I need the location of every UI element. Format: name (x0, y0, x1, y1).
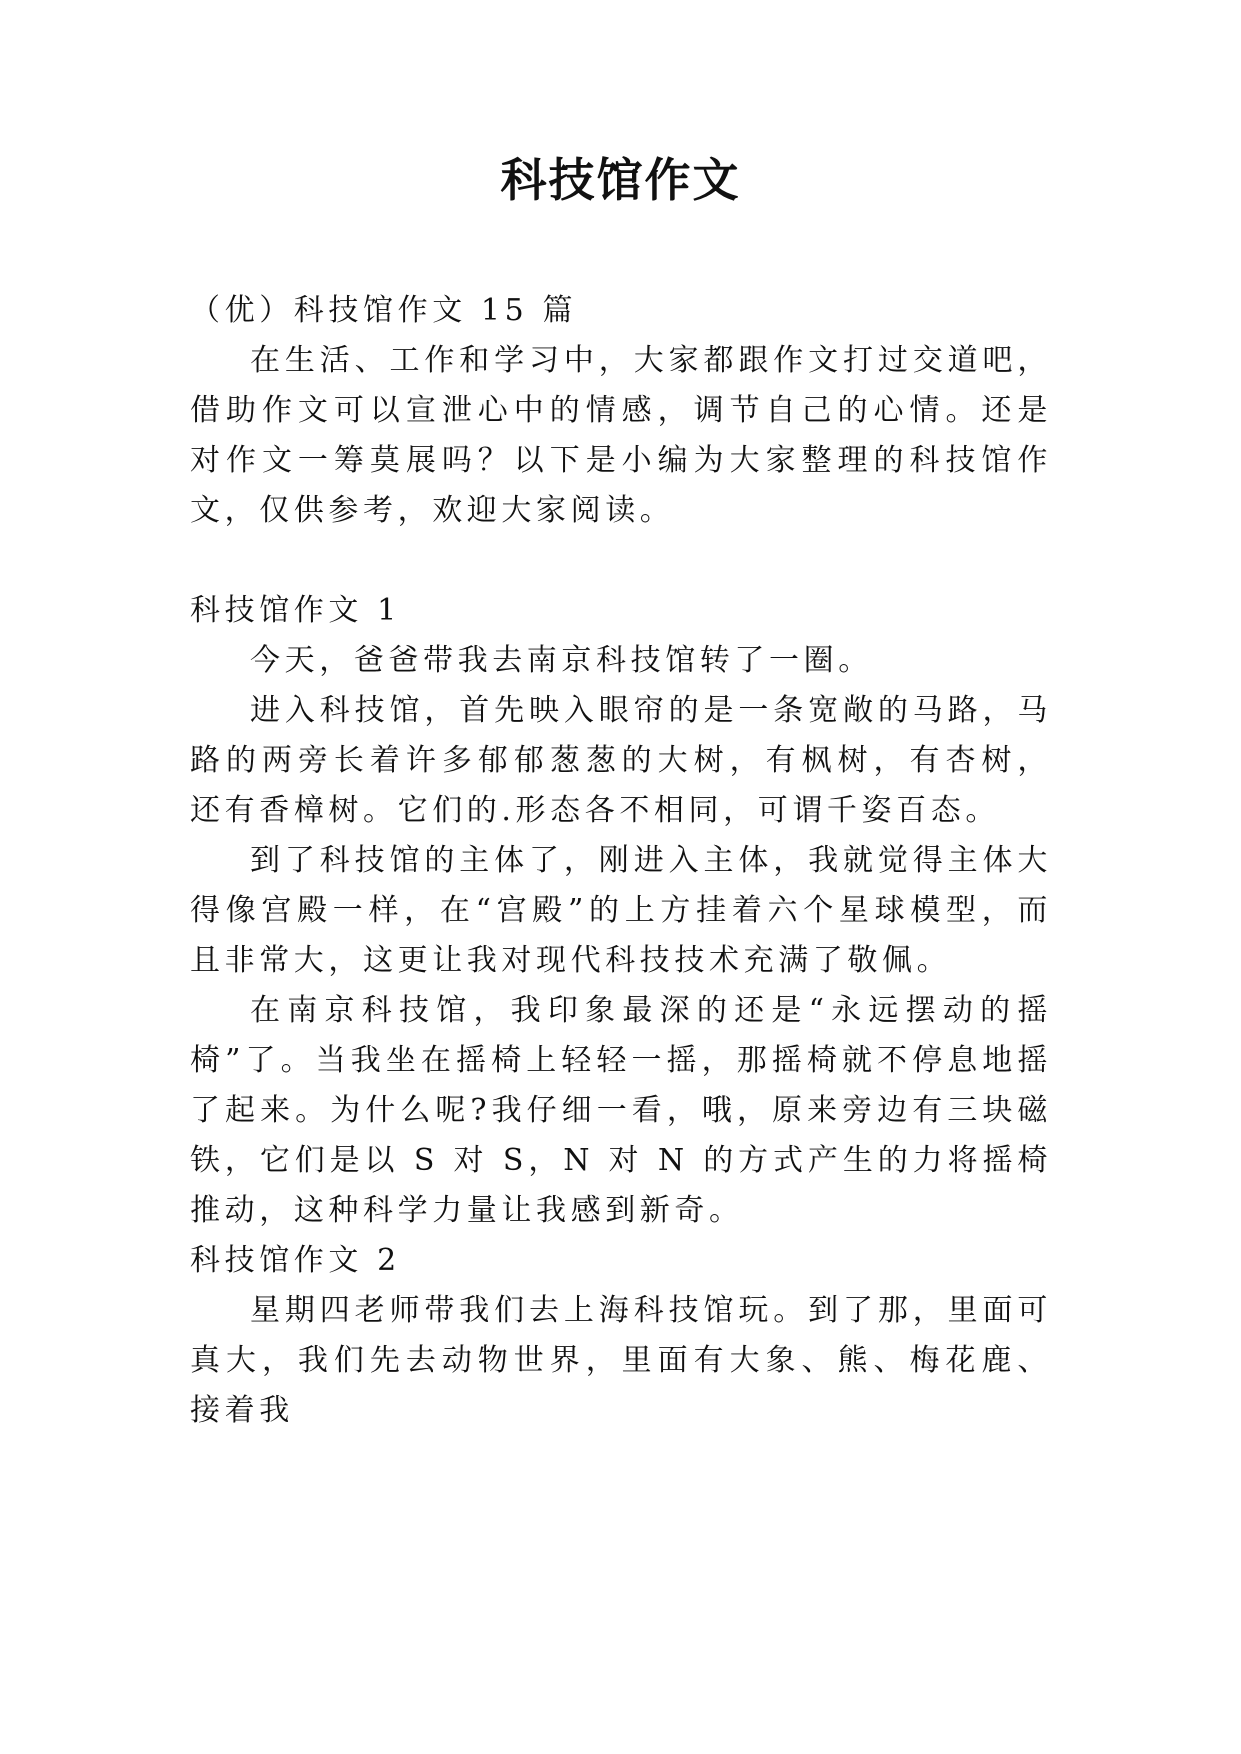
essay-1-paragraph-4: 在南京科技馆，我印象最深的还是“永远摆动的摇椅”了。当我坐在摇椅上轻轻一摇，那摇椅就不停息地摇了起来。为什么呢?我仔细一看，哦，原来旁边有三块磁铁，它们是以 S 对 S，N 对 N 的方式产生的力将摇椅推动，这种科学力量让我感到新奇。 (190, 993, 1052, 1228)
document-title: 科技馆作文 (500, 153, 741, 207)
paragraph-spacer (190, 536, 1052, 586)
intro-paragraph: 在生活、工作和学习中，大家都跟作文打过交道吧，借助作文可以宣泄心中的情感，调节自己的心情。还是对作文一筹莫展吗？以下是小编为大家整理的科技馆作文，仅供参考，欢迎大家阅读。 (190, 343, 1052, 528)
document-body (190, 286, 1052, 1436)
essay-1-paragraph-3: 到了科技馆的主体了，刚进入主体，我就觉得主体大得像宫殿一样，在“宫殿”的上方挂着六个星球模型，而且非常大，这更让我对现代科技技术充满了敬佩。 (190, 843, 1052, 978)
essay-2-paragraph-1: 星期四老师带我们去上海科技馆玩。到了那，里面可真大，我们先去动物世界，里面有大象、熊、梅花鹿、接着我 (190, 1293, 1052, 1428)
essay-1-heading: 科技馆作文 1 (190, 593, 401, 628)
document-subtitle: （优）科技馆作文 15 篇 (190, 293, 578, 328)
essay-2-heading: 科技馆作文 2 (190, 1243, 401, 1278)
essay-1-paragraph-2: 进入科技馆，首先映入眼帘的是一条宽敞的马路，马路的两旁长着许多郁郁葱葱的大树，有枫树，有杏树，还有香樟树。它们的.形态各不相同，可谓千姿百态。 (190, 693, 1052, 828)
essay-1-paragraph-1: 今天，爸爸带我去南京科技馆转了一圈。 (250, 643, 873, 678)
